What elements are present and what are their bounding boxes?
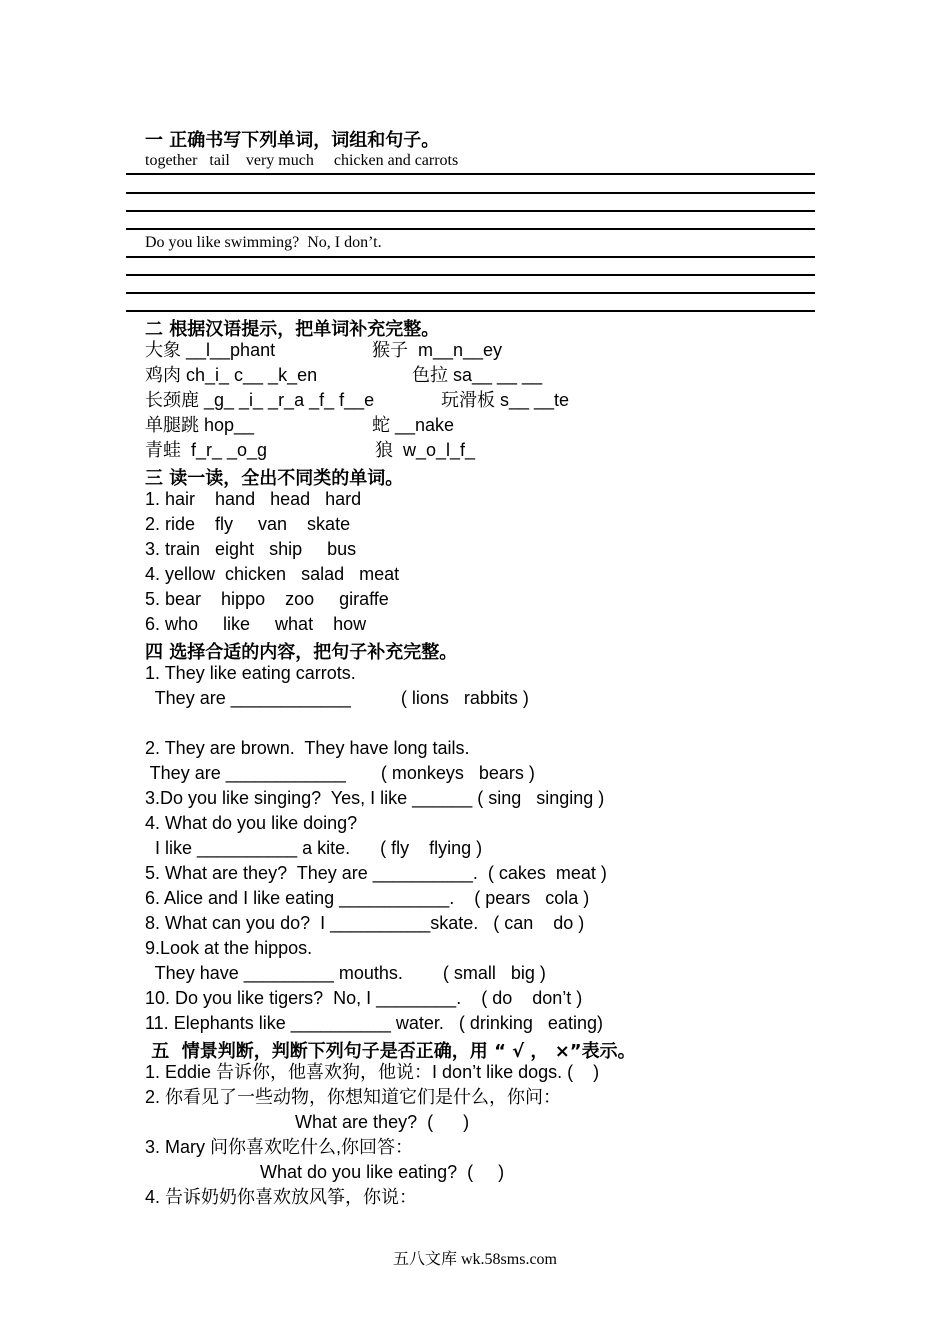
- section-4-heading: 四 选择合适的内容，把句子补充完整。: [145, 642, 458, 663]
- fill-word-left: 鸡肉 ch_i_ c__ _k_en: [145, 365, 318, 385]
- section-1-words: together tail very much chicken and carrots: [145, 152, 459, 169]
- judgement-line: 4. 告诉奶奶你喜欢放风筝，你说：: [145, 1187, 418, 1207]
- question-line: 1. They like eating carrots.: [145, 663, 356, 683]
- question-line: 4. What do you like doing?: [145, 813, 358, 833]
- fill-word-right: 狼 w_o_l_f_: [375, 440, 476, 460]
- writing-line: [126, 192, 815, 194]
- writing-line: [126, 256, 815, 258]
- judgement-line: 2. 你看见了一些动物，你想知道它们是什么，你问：: [145, 1087, 562, 1107]
- question-line: 10. Do you like tigers? No, I ________. ( do don’t ): [145, 988, 583, 1008]
- fill-word-left: 青蛙 f_r_ _o_g: [145, 440, 268, 460]
- question-line: They are ____________ ( monkeys bears ): [145, 763, 535, 783]
- question-line: 9.Look at the hippos.: [145, 938, 313, 958]
- fill-word-right: 玩滑板 s__ __te: [441, 390, 570, 410]
- section-1-sentence: Do you like swimming? No, I don’t.: [145, 234, 382, 251]
- fill-word-left: 单腿跳 hop__: [145, 415, 255, 435]
- fill-word-right: 色拉 sa__ __ __: [412, 365, 543, 385]
- judgement-line: 1. Eddie 告诉你，他喜欢狗，他说：I don’t like dogs. ( ): [145, 1062, 600, 1082]
- question-line: I like __________ a kite. ( fly flying ): [145, 838, 483, 858]
- fill-word-left: 大象 __l__phant: [145, 340, 276, 360]
- question-line: 6. Alice and I like eating ___________. ( pears cola ): [145, 888, 590, 908]
- section-5-heading: 五 情景判断，判断下列句子是否正确，用 “ √ ， ×”表示。: [145, 1041, 636, 1062]
- odd-one-out-item: 4. yellow chicken salad meat: [145, 564, 400, 584]
- odd-one-out-item: 3. train eight ship bus: [145, 539, 357, 559]
- writing-line: [126, 310, 815, 312]
- fill-word-right: 蛇 __nake: [372, 415, 455, 435]
- fill-word-right: 猴子 m__n__ey: [372, 340, 503, 360]
- writing-line: [126, 274, 815, 276]
- question-line: 2. They are brown. They have long tails.: [145, 738, 470, 758]
- question-line: They have _________ mouths. ( small big ): [145, 963, 546, 983]
- odd-one-out-item: 2. ride fly van skate: [145, 514, 351, 534]
- section-3-heading: 三 读一读，全出不同类的单词。: [145, 468, 404, 489]
- writing-line: [126, 292, 815, 294]
- section-2-heading: 二 根据汉语提示，把单词补充完整。: [145, 319, 440, 340]
- footer-watermark: 五八文库 wk.58sms.com: [392, 1251, 557, 1268]
- writing-line: [126, 228, 815, 230]
- section-1-heading: 一 正确书写下列单词，词组和句子。: [145, 130, 440, 151]
- question-line: 8. What can you do? I __________skate. ( can do ): [145, 913, 585, 933]
- odd-one-out-item: 5. bear hippo zoo giraffe: [145, 589, 389, 609]
- fill-word-left: 长颈鹿 _g_ _i_ _r_a _f_ f__e: [145, 390, 375, 410]
- judgement-line: What are they? ( ): [145, 1112, 470, 1132]
- odd-one-out-item: 6. who like what how: [145, 614, 367, 634]
- question-line: 11. Elephants like __________ water. ( drinking eating): [145, 1013, 603, 1033]
- writing-line: [126, 173, 815, 175]
- writing-line: [126, 210, 815, 212]
- judgement-line: What do you like eating? ( ): [145, 1162, 505, 1182]
- judgement-line: 3. Mary 问你喜欢吃什么,你回答：: [145, 1137, 414, 1157]
- question-line: 5. What are they? They are __________. ( cakes meat ): [145, 863, 607, 883]
- odd-one-out-item: 1. hair hand head hard: [145, 489, 362, 509]
- question-line: They are ____________ ( lions rabbits ): [145, 688, 529, 708]
- question-line: 3.Do you like singing? Yes, I like ______ ( sing singing ): [145, 788, 605, 808]
